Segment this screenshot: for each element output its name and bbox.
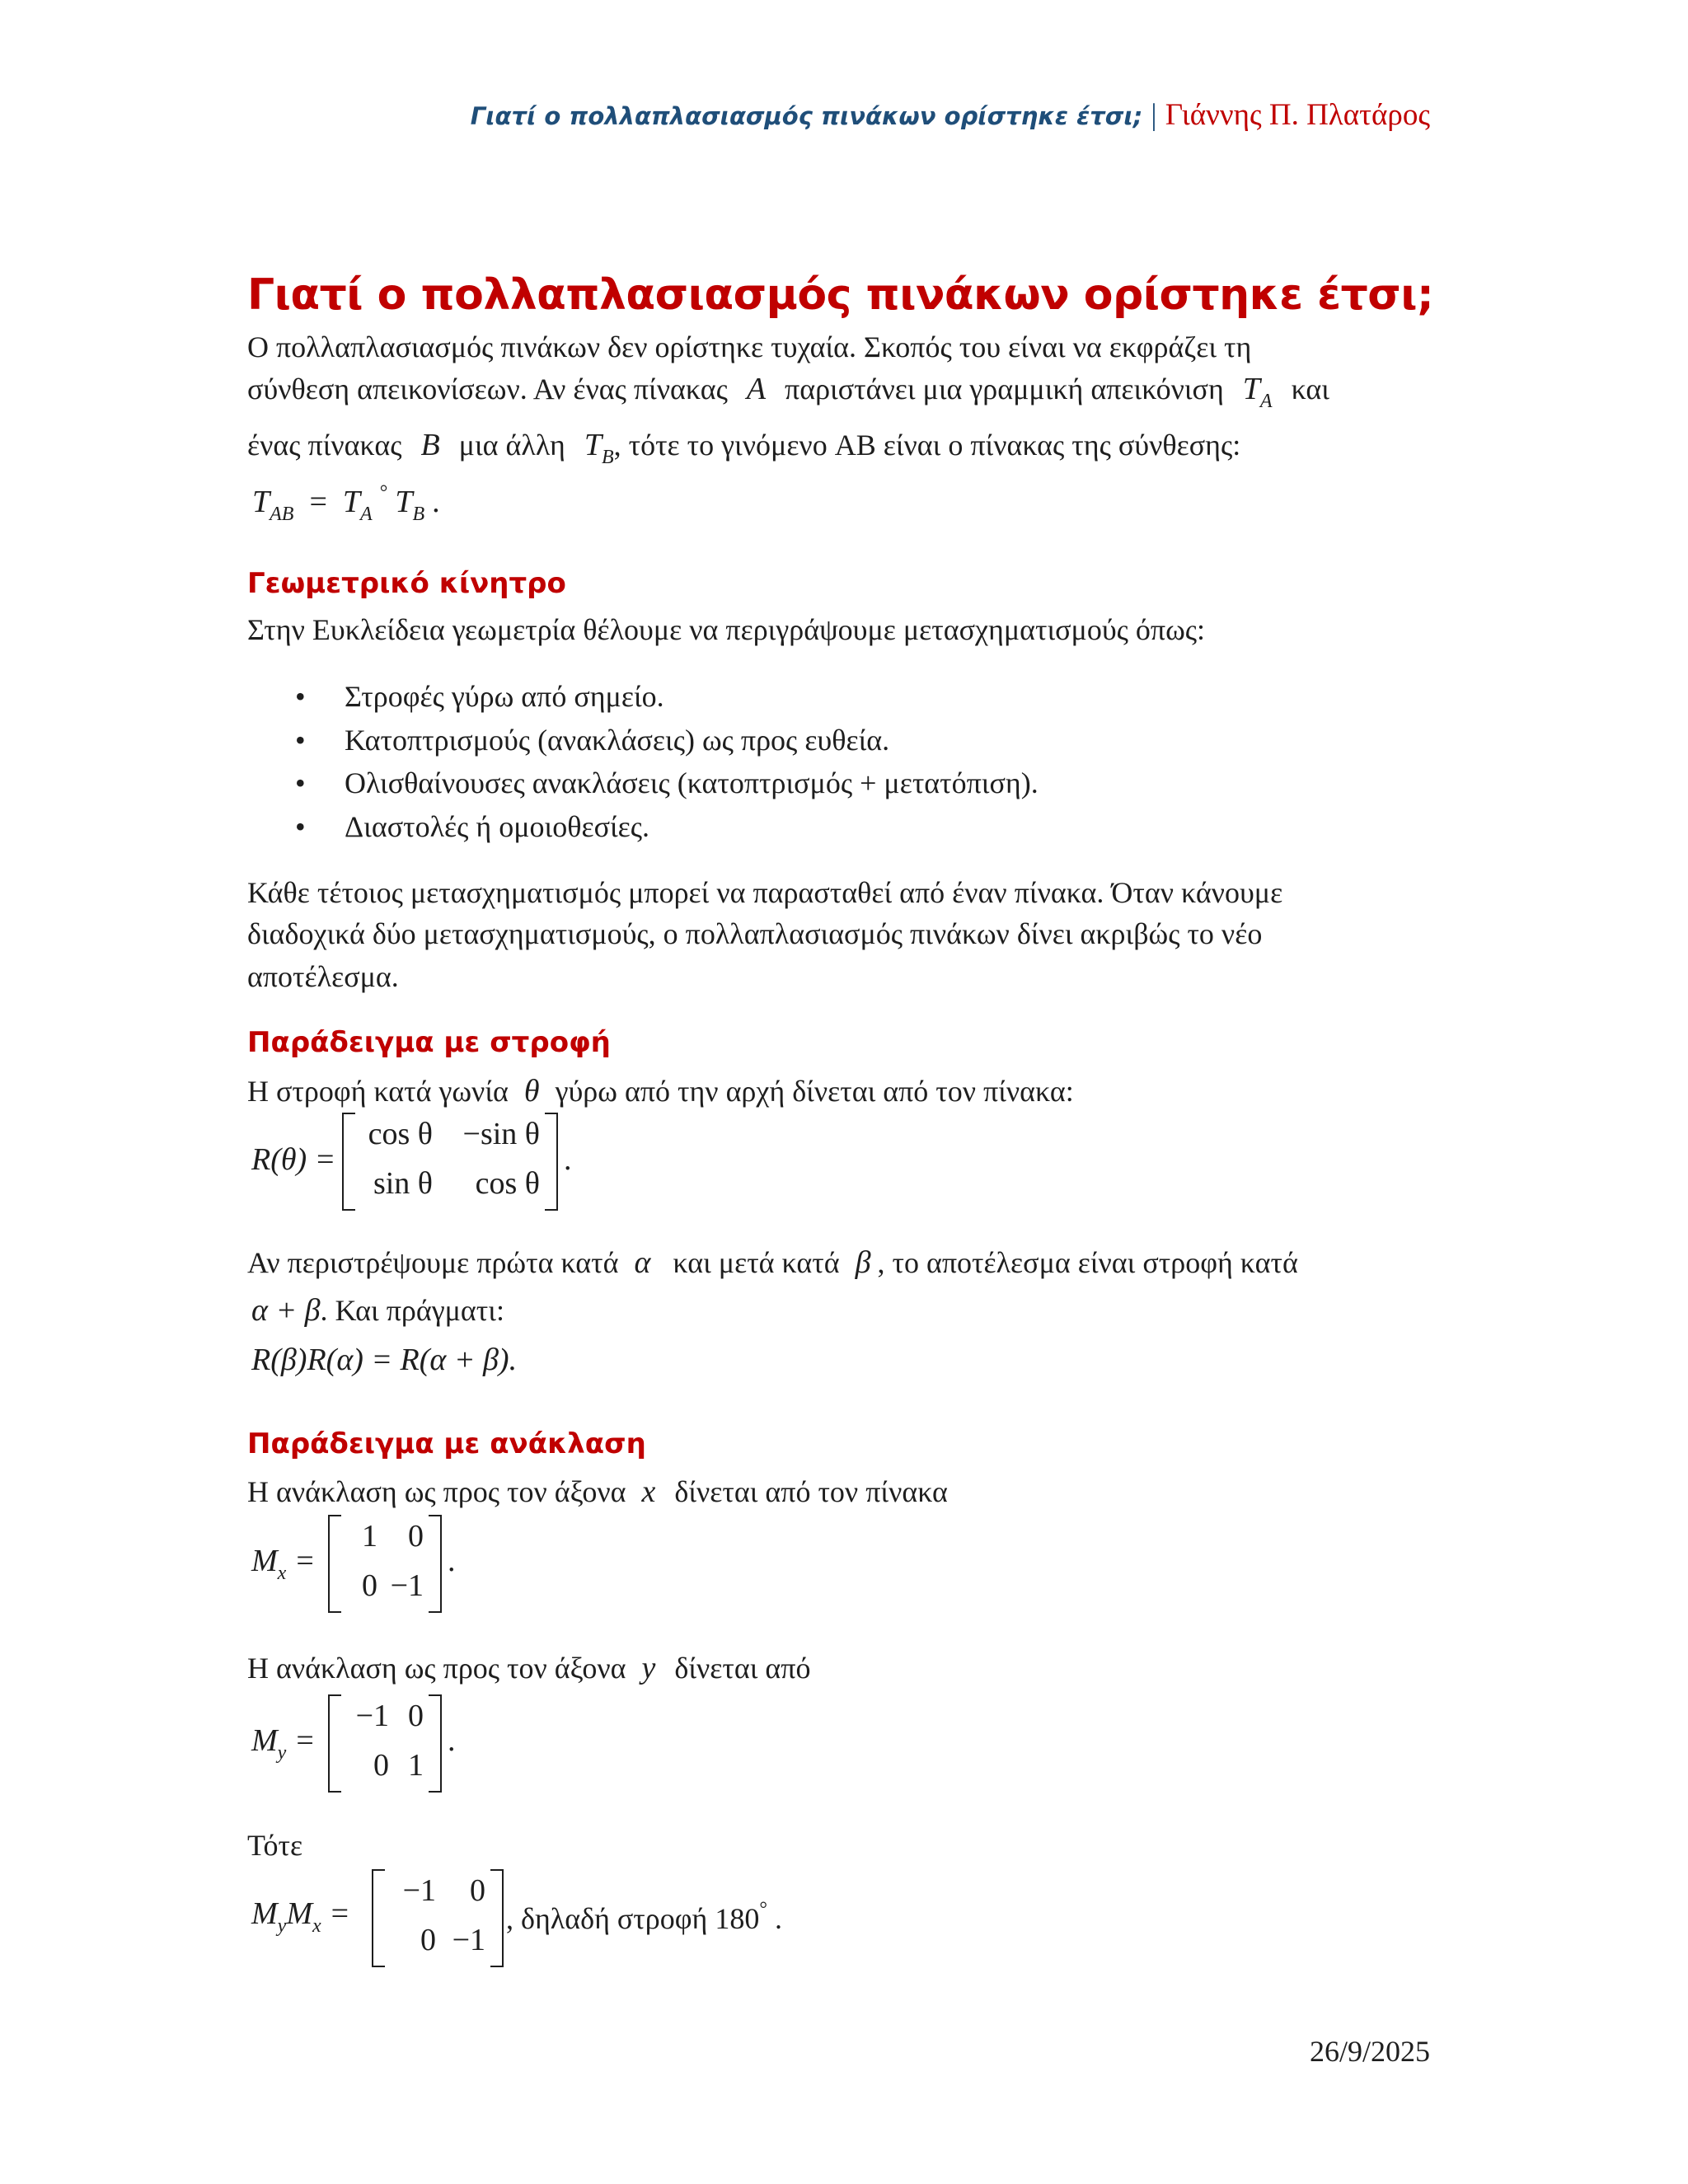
bullet-icon: • xyxy=(295,680,306,713)
intro-line-2 xyxy=(247,371,1329,413)
reflection-x-text xyxy=(247,1474,948,1510)
var-M: M xyxy=(251,1723,278,1758)
reflection-x-matrix xyxy=(328,1515,442,1614)
rotation-matrix-period: . xyxy=(564,1142,572,1177)
degree-sign: ° xyxy=(759,1899,767,1920)
var-T: T xyxy=(252,485,270,519)
formula-period: . xyxy=(432,485,440,519)
sub-y: y xyxy=(277,1742,287,1764)
var-theta: θ xyxy=(523,1074,540,1108)
bullet-icon: • xyxy=(295,810,306,843)
var-A: A xyxy=(746,372,767,406)
geometric-para-line-3: αποτέλεσμα. xyxy=(247,960,399,993)
sub-AB: AB xyxy=(270,504,294,525)
matrix-cell: 0 xyxy=(408,1699,424,1733)
list-item: Διαστολές ή ομοιοθεσίες. xyxy=(345,810,650,843)
var-x: x xyxy=(641,1474,656,1509)
rotation-line-3-b: . Και πράγματι: xyxy=(320,1294,504,1327)
geometric-text: Στην Ευκλείδεια γεωμετρία θέλουμε να περιγράψουμε μετασχηματισμούς όπως: xyxy=(247,613,1206,646)
geometric-para-line-1: Κάθε τέτοιος μετασχηματισμός μπορεί να παρασταθεί από έναν πίνακα. Όταν κάνουμε xyxy=(247,876,1283,909)
geometric-para-line-2: διαδοχικά δύο μετασχηματισμούς, ο πολλαπλασιασμός πινάκων δίνει ακριβώς το νέο xyxy=(247,917,1263,950)
composition-formula xyxy=(252,482,440,526)
var-B: B xyxy=(420,428,440,462)
rotation-text-b: γύρω από την αρχή δίνεται από τον πίνακα: xyxy=(555,1075,1074,1108)
matrix-cell: −1 xyxy=(402,1873,436,1908)
var-T: T xyxy=(1242,372,1260,406)
equals-sign: = xyxy=(331,1896,349,1931)
matrix-cell: 0 xyxy=(420,1923,436,1957)
matrix-cell: 0 xyxy=(470,1873,485,1908)
heading-rotation: Παράδειγμα με στροφή xyxy=(247,1026,611,1059)
intro-line-3-text-b: μια άλλη xyxy=(458,429,565,462)
sub-x: x xyxy=(277,1563,287,1584)
var-beta: β xyxy=(855,1245,871,1280)
matrix-cell: sin θ xyxy=(373,1166,433,1201)
product-matrix xyxy=(372,1869,504,1968)
rotation-line-2-a: Αν περιστρέψουμε πρώτα κατά xyxy=(247,1246,619,1279)
left-bracket xyxy=(328,1694,341,1793)
rotation-line-3 xyxy=(251,1292,504,1329)
bullet-icon: • xyxy=(295,766,306,799)
product-lhs xyxy=(251,1896,349,1938)
var-y: y xyxy=(641,1651,656,1685)
var-alpha: α xyxy=(634,1245,651,1280)
intro-line-2-text-a: σύνθεση απεικονίσεων. Αν ένας πίνακας xyxy=(247,373,728,405)
var-T: T xyxy=(395,485,413,519)
var-T: T xyxy=(342,485,361,519)
rotation-matrix xyxy=(342,1113,558,1212)
equals-sign: = xyxy=(309,485,327,519)
list-item: Στροφές γύρω από σημείο. xyxy=(345,680,664,713)
right-bracket xyxy=(429,1515,442,1613)
matrix-cell: 0 xyxy=(373,1748,389,1783)
bullet-icon: • xyxy=(295,724,306,757)
intro-line-3-text-c: , τότε το γινόμενο AB είναι ο πίνακας της σύνθεσης: xyxy=(613,429,1241,462)
matrix-cell: 1 xyxy=(408,1748,424,1783)
alpha-plus-beta: α + β xyxy=(251,1293,321,1328)
list-item: Ολισθαίνουσες ανακλάσεις (κατοπτρισμός + μετατόπιση). xyxy=(345,766,1039,799)
header-title: Γιατί ο πολλαπλασιασμός πινάκων ορίστηκε έτσι; xyxy=(470,102,1143,130)
var-M: M xyxy=(251,1896,278,1931)
sub-B: B xyxy=(601,447,614,468)
heading-reflection: Παράδειγμα με ανάκλαση xyxy=(247,1427,646,1460)
conclusion-text: , δηλαδή στροφή 180 xyxy=(506,1902,760,1935)
left-bracket xyxy=(328,1515,341,1613)
matrix-cell: cos θ xyxy=(475,1166,540,1201)
left-bracket xyxy=(342,1113,355,1211)
reflection-x-text-a: Η ανάκλαση ως προς τον άξονα xyxy=(247,1475,626,1508)
My-lhs xyxy=(251,1722,314,1765)
intro-line-3-text-a: ένας πίνακας xyxy=(247,429,402,462)
conclusion-period: . xyxy=(774,1902,782,1935)
rotation-identity: R(β)R(α) = R(α + β). xyxy=(251,1343,518,1377)
matrix-cell: cos θ xyxy=(368,1117,433,1151)
rotation-line-2-c: , το αποτέλεσμα είναι στροφή κατά xyxy=(877,1246,1298,1279)
header-author: Γιάννης Π. Πλατάρος xyxy=(1165,98,1430,132)
list-item: Κατοπτρισμούς (ανακλάσεις) ως προς ευθεία. xyxy=(345,724,890,757)
rotation-lhs: R(θ) = xyxy=(251,1142,336,1177)
header-separator: | xyxy=(1151,98,1157,132)
matrix-cell: −1 xyxy=(355,1699,389,1733)
sub-A: A xyxy=(1259,391,1273,412)
compose-operator: ° xyxy=(379,482,388,504)
Mx-lhs xyxy=(251,1543,314,1585)
intro-line-2-text-c: και xyxy=(1291,373,1329,405)
product-conclusion xyxy=(506,1899,782,1936)
sub-B: B xyxy=(412,504,425,525)
equals-sign: = xyxy=(296,1723,314,1758)
matrix-cell: 0 xyxy=(362,1568,377,1603)
matrix-cell: 1 xyxy=(362,1519,377,1554)
reflection-x-text-b: δίνεται από τον πίνακα xyxy=(674,1475,948,1508)
sub-A: A xyxy=(360,504,373,525)
intro-line-1: Ο πολλαπλασιασμός πινάκων δεν ορίστηκε τυχαία. Σκοπός του είναι να εκφράζει τη xyxy=(247,330,1252,363)
var-T: T xyxy=(584,428,602,462)
reflection-y-matrix xyxy=(328,1694,442,1793)
heading-geometric: Γεωμετρικό κίνητρο xyxy=(247,567,566,600)
reflection-y-text-a: Η ανάκλαση ως προς τον άξονα xyxy=(247,1652,626,1685)
matrix-cell: −sin θ xyxy=(462,1117,540,1151)
reflection-y-text xyxy=(247,1650,810,1686)
left-bracket xyxy=(372,1869,385,1967)
right-bracket xyxy=(490,1869,504,1967)
matrix-cell: 0 xyxy=(408,1519,424,1554)
rotation-line-2 xyxy=(247,1244,1298,1281)
intro-line-3 xyxy=(247,427,1240,469)
right-bracket xyxy=(545,1113,558,1211)
rotation-text-a: Η στροφή κατά γωνία xyxy=(247,1075,509,1108)
page-title: Γιατί ο πολλαπλασιασμός πινάκων ορίστηκε έτσι; xyxy=(247,270,1434,320)
sub-x: x xyxy=(312,1915,321,1937)
var-M: M xyxy=(286,1896,312,1931)
My-period: . xyxy=(448,1723,456,1758)
rotation-text xyxy=(247,1073,1074,1109)
reflection-y-text-b: δίνεται από xyxy=(674,1652,811,1685)
tote-text: Τότε xyxy=(247,1829,303,1862)
Mx-period: . xyxy=(448,1544,456,1578)
intro-line-2-text-b: παριστάνει μια γραμμική απεικόνιση xyxy=(785,373,1224,405)
footer-date: 26/9/2025 xyxy=(1309,2035,1430,2068)
equals-sign: = xyxy=(296,1544,314,1578)
matrix-cell: −1 xyxy=(452,1923,485,1957)
sub-y: y xyxy=(277,1915,287,1937)
rotation-line-2-b: και μετά κατά xyxy=(673,1246,840,1279)
running-header xyxy=(471,97,1430,133)
right-bracket xyxy=(429,1694,442,1793)
var-M: M xyxy=(251,1544,278,1578)
matrix-cell: −1 xyxy=(390,1568,424,1603)
